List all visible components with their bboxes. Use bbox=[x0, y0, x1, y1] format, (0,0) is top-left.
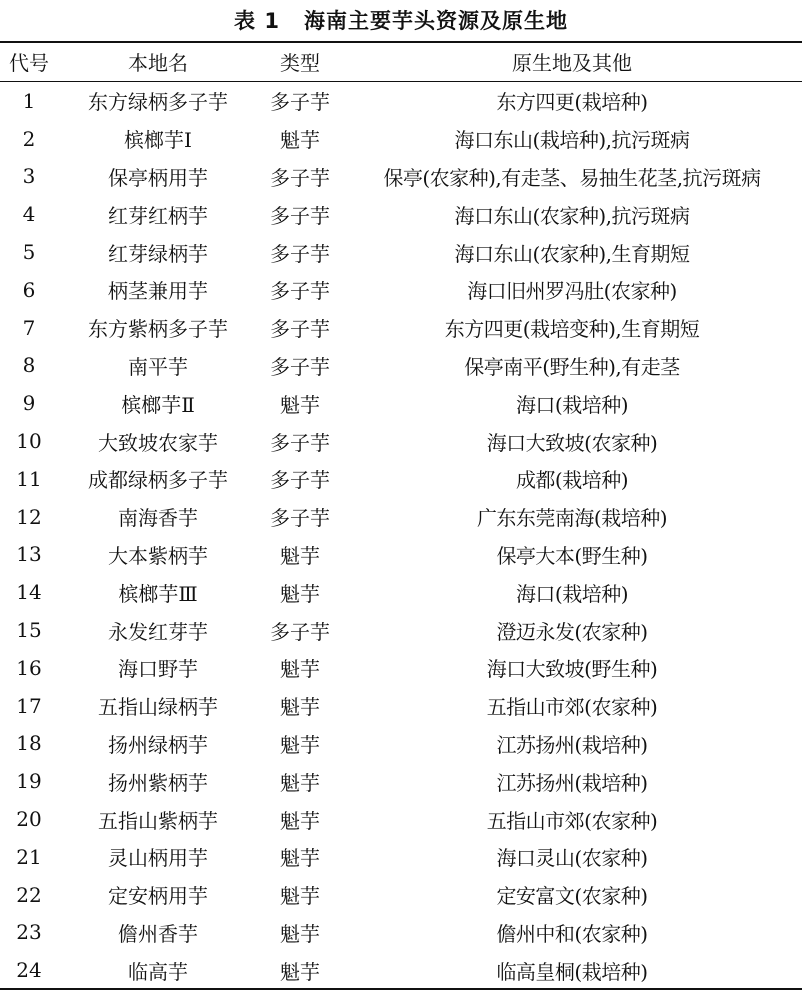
table-title: 海南主要芋头资源及原生地 bbox=[303, 9, 568, 33]
cell-local-name: 大本紫柄芋 bbox=[108, 543, 208, 568]
table-row bbox=[0, 347, 802, 385]
cell-code: 15 bbox=[16, 618, 42, 643]
cell-type: 魁芋 bbox=[280, 770, 320, 795]
table-row bbox=[0, 120, 802, 158]
cell-local-name: 定安柄用芋 bbox=[108, 884, 208, 909]
table-row bbox=[0, 876, 802, 914]
cell-type: 魁芋 bbox=[280, 543, 320, 568]
cell-code: 13 bbox=[16, 542, 42, 567]
cell-local-name: 槟榔芋Ⅰ bbox=[124, 128, 192, 153]
table-row bbox=[0, 649, 802, 687]
cell-code: 8 bbox=[22, 353, 36, 378]
cell-origin: 保亭(农家种),有走茎、易抽生花茎,抗污斑病 bbox=[383, 165, 761, 190]
table-number: 表 1 bbox=[234, 9, 280, 33]
table-caption bbox=[0, 6, 802, 36]
cell-origin: 海口东山(栽培种),抗污斑病 bbox=[454, 128, 690, 153]
cell-origin: 保亭大本(野生种) bbox=[496, 543, 648, 568]
cell-code: 12 bbox=[16, 504, 42, 529]
cell-type: 多子芋 bbox=[270, 506, 330, 531]
table-row bbox=[0, 800, 802, 838]
table-row bbox=[0, 838, 802, 876]
cell-code: 3 bbox=[22, 164, 36, 189]
cell-local-name: 灵山柄用芋 bbox=[108, 846, 208, 871]
cell-origin: 临高皇桐(栽培种) bbox=[496, 959, 648, 984]
header-code: 代号 bbox=[9, 51, 49, 75]
cell-local-name: 大致坡农家芋 bbox=[98, 430, 218, 455]
cell-type: 魁芋 bbox=[280, 581, 320, 606]
cell-type: 多子芋 bbox=[270, 317, 330, 342]
cell-origin: 海口(栽培种) bbox=[515, 392, 629, 417]
cell-type: 多子芋 bbox=[270, 619, 330, 644]
cell-local-name: 保亭柄用芋 bbox=[108, 165, 208, 190]
table-row bbox=[0, 762, 802, 800]
cell-code: 22 bbox=[16, 882, 42, 907]
cell-type: 魁芋 bbox=[280, 884, 320, 909]
cell-origin: 海口东山(农家种),生育期短 bbox=[454, 241, 690, 266]
cell-origin: 五指山市郊(农家种) bbox=[486, 695, 658, 720]
cell-type: 多子芋 bbox=[270, 90, 330, 115]
table-row bbox=[0, 460, 802, 498]
header-local-name: 本地名 bbox=[128, 51, 188, 75]
cell-code: 5 bbox=[22, 240, 36, 265]
cell-code: 21 bbox=[16, 844, 42, 869]
cell-code: 16 bbox=[16, 655, 42, 680]
table-row bbox=[0, 422, 802, 460]
cell-code: 6 bbox=[22, 277, 36, 302]
cell-origin: 成都(栽培种) bbox=[515, 468, 629, 493]
table-row bbox=[0, 498, 802, 536]
cell-code: 20 bbox=[16, 807, 42, 832]
cell-code: 14 bbox=[16, 580, 42, 605]
cell-local-name: 扬州绿柄芋 bbox=[108, 732, 208, 757]
header-type: 类型 bbox=[280, 51, 320, 75]
cell-local-name: 永发红芽芋 bbox=[108, 619, 208, 644]
taro-resources-table bbox=[0, 43, 802, 989]
cell-type: 多子芋 bbox=[270, 354, 330, 379]
cell-type: 魁芋 bbox=[280, 695, 320, 720]
cell-code: 2 bbox=[22, 126, 36, 151]
cell-type: 魁芋 bbox=[280, 732, 320, 757]
table-row bbox=[0, 271, 802, 309]
cell-origin: 东方四更(栽培变种),生育期短 bbox=[444, 317, 700, 342]
table-row bbox=[0, 573, 802, 611]
cell-local-name: 儋州香芋 bbox=[118, 921, 198, 946]
cell-code: 4 bbox=[22, 202, 36, 227]
table-body bbox=[0, 80, 802, 989]
cell-origin: 海口旧州罗冯肚(农家种) bbox=[467, 279, 677, 304]
cell-type: 多子芋 bbox=[270, 241, 330, 266]
cell-origin: 海口大致坡(农家种) bbox=[486, 430, 658, 455]
cell-code: 19 bbox=[16, 769, 42, 794]
cell-origin: 海口(栽培种) bbox=[515, 581, 629, 606]
cell-origin: 保亭南平(野生种),有走茎 bbox=[464, 354, 680, 379]
cell-code: 17 bbox=[16, 693, 42, 718]
cell-local-name: 槟榔芋Ⅱ bbox=[121, 392, 195, 417]
cell-origin: 东方四更(栽培种) bbox=[496, 90, 648, 115]
table-row bbox=[0, 158, 802, 196]
table-row bbox=[0, 233, 802, 271]
cell-type: 魁芋 bbox=[280, 846, 320, 871]
table-row bbox=[0, 536, 802, 574]
table-header-row bbox=[0, 43, 802, 80]
table-row bbox=[0, 914, 802, 952]
cell-code: 9 bbox=[22, 391, 36, 416]
cell-origin: 儋州中和(农家种) bbox=[496, 921, 648, 946]
cell-type: 魁芋 bbox=[280, 392, 320, 417]
cell-local-name: 成都绿柄多子芋 bbox=[88, 468, 228, 493]
cell-code: 1 bbox=[22, 88, 36, 113]
cell-type: 魁芋 bbox=[280, 128, 320, 153]
table-row bbox=[0, 384, 802, 422]
cell-local-name: 海口野芋 bbox=[118, 657, 198, 682]
cell-local-name: 红芽绿柄芋 bbox=[108, 241, 208, 266]
cell-origin: 江苏扬州(栽培种) bbox=[496, 732, 648, 757]
cell-local-name: 五指山紫柄芋 bbox=[98, 808, 218, 833]
cell-type: 多子芋 bbox=[270, 165, 330, 190]
cell-local-name: 五指山绿柄芋 bbox=[98, 695, 218, 720]
cell-type: 多子芋 bbox=[270, 430, 330, 455]
cell-local-name: 扬州紫柄芋 bbox=[108, 770, 208, 795]
cell-code: 11 bbox=[16, 466, 42, 491]
cell-local-name: 柄茎兼用芋 bbox=[108, 279, 208, 304]
cell-local-name: 南平芋 bbox=[128, 354, 188, 379]
cell-type: 魁芋 bbox=[280, 808, 320, 833]
cell-type: 多子芋 bbox=[270, 203, 330, 228]
cell-local-name: 南海香芋 bbox=[118, 506, 198, 531]
cell-code: 10 bbox=[16, 429, 42, 454]
table-row bbox=[0, 725, 802, 763]
cell-origin: 定安富文(农家种) bbox=[496, 884, 648, 909]
cell-origin: 海口灵山(农家种) bbox=[496, 846, 648, 871]
cell-origin: 广东东莞南海(栽培种) bbox=[476, 506, 668, 531]
table-row bbox=[0, 195, 802, 233]
cell-origin: 海口大致坡(野生种) bbox=[486, 657, 658, 682]
cell-type: 多子芋 bbox=[270, 468, 330, 493]
cell-local-name: 东方紫柄多子芋 bbox=[88, 317, 228, 342]
cell-code: 23 bbox=[16, 920, 42, 945]
cell-local-name: 红芽红柄芋 bbox=[108, 203, 208, 228]
table-row bbox=[0, 611, 802, 649]
cell-type: 魁芋 bbox=[280, 657, 320, 682]
cell-local-name: 槟榔芋Ⅲ bbox=[118, 581, 198, 606]
cell-type: 魁芋 bbox=[280, 959, 320, 984]
cell-origin: 江苏扬州(栽培种) bbox=[496, 770, 648, 795]
table-row bbox=[0, 687, 802, 725]
cell-code: 7 bbox=[22, 315, 36, 340]
cell-type: 多子芋 bbox=[270, 279, 330, 304]
table-row bbox=[0, 951, 802, 989]
cell-origin: 澄迈永发(农家种) bbox=[496, 619, 648, 644]
cell-code: 24 bbox=[16, 958, 42, 983]
cell-origin: 海口东山(农家种),抗污斑病 bbox=[454, 203, 690, 228]
cell-origin: 五指山市郊(农家种) bbox=[486, 808, 658, 833]
table-row bbox=[0, 309, 802, 347]
table-row bbox=[0, 80, 802, 120]
cell-code: 18 bbox=[16, 731, 42, 756]
header-origin: 原生地及其他 bbox=[512, 51, 632, 75]
cell-local-name: 临高芋 bbox=[128, 959, 188, 984]
cell-type: 魁芋 bbox=[280, 921, 320, 946]
cell-local-name: 东方绿柄多子芋 bbox=[88, 90, 228, 115]
